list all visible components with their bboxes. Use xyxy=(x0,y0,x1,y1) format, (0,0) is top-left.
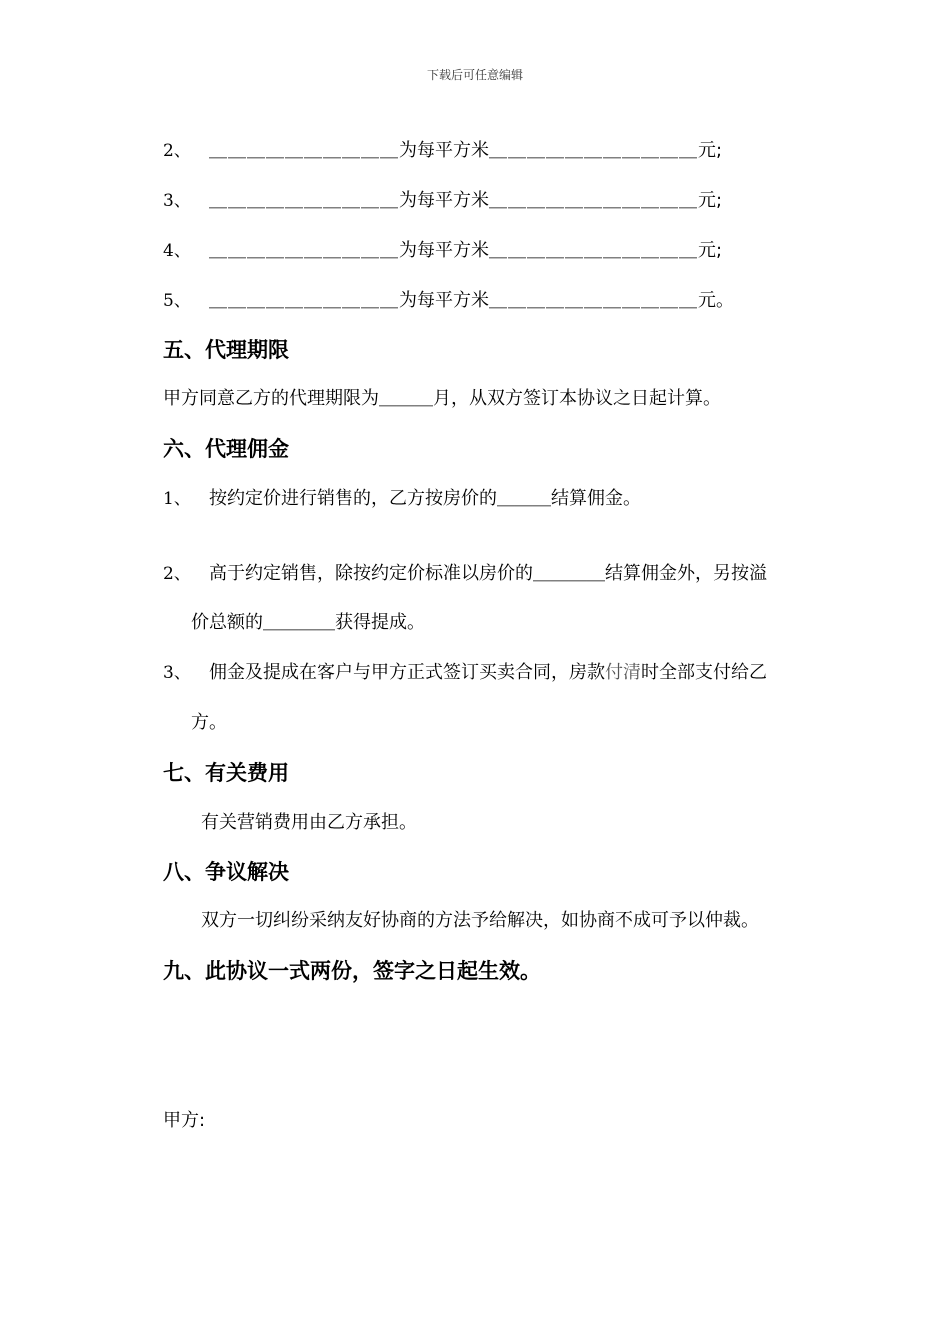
blank-field: ＿＿＿＿＿＿＿＿＿＿＿ xyxy=(489,240,698,261)
paragraph-dispute: 双方一切纠纷采纳友好协商的方法予给解决，如协商不成可予以仲裁。 xyxy=(201,910,759,931)
blank-field: ＿＿＿＿＿＿＿＿＿＿＿ xyxy=(489,190,698,211)
row-label: 为每平方米 xyxy=(399,140,489,161)
paragraph-term: 甲方同意乙方的代理期限为＿＿＿月，从双方签订本协议之日起计算。 xyxy=(163,388,721,409)
blank-field: ＿＿＿＿＿＿＿＿＿＿ xyxy=(209,140,399,161)
list-item-text: 高于约定销售，除按约定价标准以房价的＿＿＿＿结算佣金外，另按溢 xyxy=(209,563,767,584)
item-number: 2、 xyxy=(163,141,191,161)
list-item-text: 按约定价进行销售的，乙方按房价的＿＿＿结算佣金。 xyxy=(209,488,641,509)
list-item-text: 佣金及提成在客户与甲方正式签订买卖合同，房款 xyxy=(209,662,605,683)
blank-field: ＿＿＿＿＿＿＿＿＿＿ xyxy=(209,190,399,211)
item-number: 3、 xyxy=(163,663,191,683)
item-number: 4、 xyxy=(163,241,191,261)
row-label: 为每平方米 xyxy=(399,190,489,211)
item-number: 5、 xyxy=(163,291,191,311)
list-item xyxy=(163,561,767,587)
price-row xyxy=(163,188,722,214)
section-heading-dispute: 八、争议解决 xyxy=(163,860,289,884)
row-label: 为每平方米 xyxy=(399,290,489,311)
blank-field: ＿＿＿＿＿＿＿＿＿＿ xyxy=(209,290,399,311)
page-header: 下载后可任意编辑 xyxy=(426,68,523,82)
list-item-continuation: 方。 xyxy=(191,712,227,733)
blank-field: ＿＿＿＿＿＿＿＿＿＿＿ xyxy=(489,140,698,161)
row-unit: 元。 xyxy=(698,290,734,311)
section-heading-fees: 七、有关费用 xyxy=(163,761,289,785)
list-item-text: 时全部支付给乙 xyxy=(641,662,767,683)
section-heading-commission: 六、代理佣金 xyxy=(163,437,289,461)
signature-party-a: 甲方: xyxy=(163,1110,206,1131)
price-row xyxy=(163,288,734,314)
blank-field: ＿＿＿＿＿＿＿＿＿＿ xyxy=(209,240,399,261)
section-heading-effect: 九、此协议一式两份，签字之日起生效。 xyxy=(163,959,541,983)
list-item-continuation: 价总额的＿＿＿＿获得提成。 xyxy=(191,612,425,633)
item-number: 2、 xyxy=(163,564,191,584)
list-item xyxy=(163,660,767,686)
row-unit: 元; xyxy=(698,140,723,161)
list-item xyxy=(163,486,641,512)
blank-field: ＿＿＿＿＿＿＿＿＿＿＿ xyxy=(489,290,698,311)
item-number: 3、 xyxy=(163,191,191,211)
price-row xyxy=(163,238,722,264)
item-number: 1、 xyxy=(163,489,191,509)
price-row xyxy=(163,138,722,164)
paragraph-fees: 有关营销费用由乙方承担。 xyxy=(201,812,417,833)
list-item-text: 付清 xyxy=(605,662,641,683)
row-unit: 元; xyxy=(698,240,723,261)
row-label: 为每平方米 xyxy=(399,240,489,261)
section-heading-term: 五、代理期限 xyxy=(163,338,289,362)
row-unit: 元; xyxy=(698,190,723,211)
